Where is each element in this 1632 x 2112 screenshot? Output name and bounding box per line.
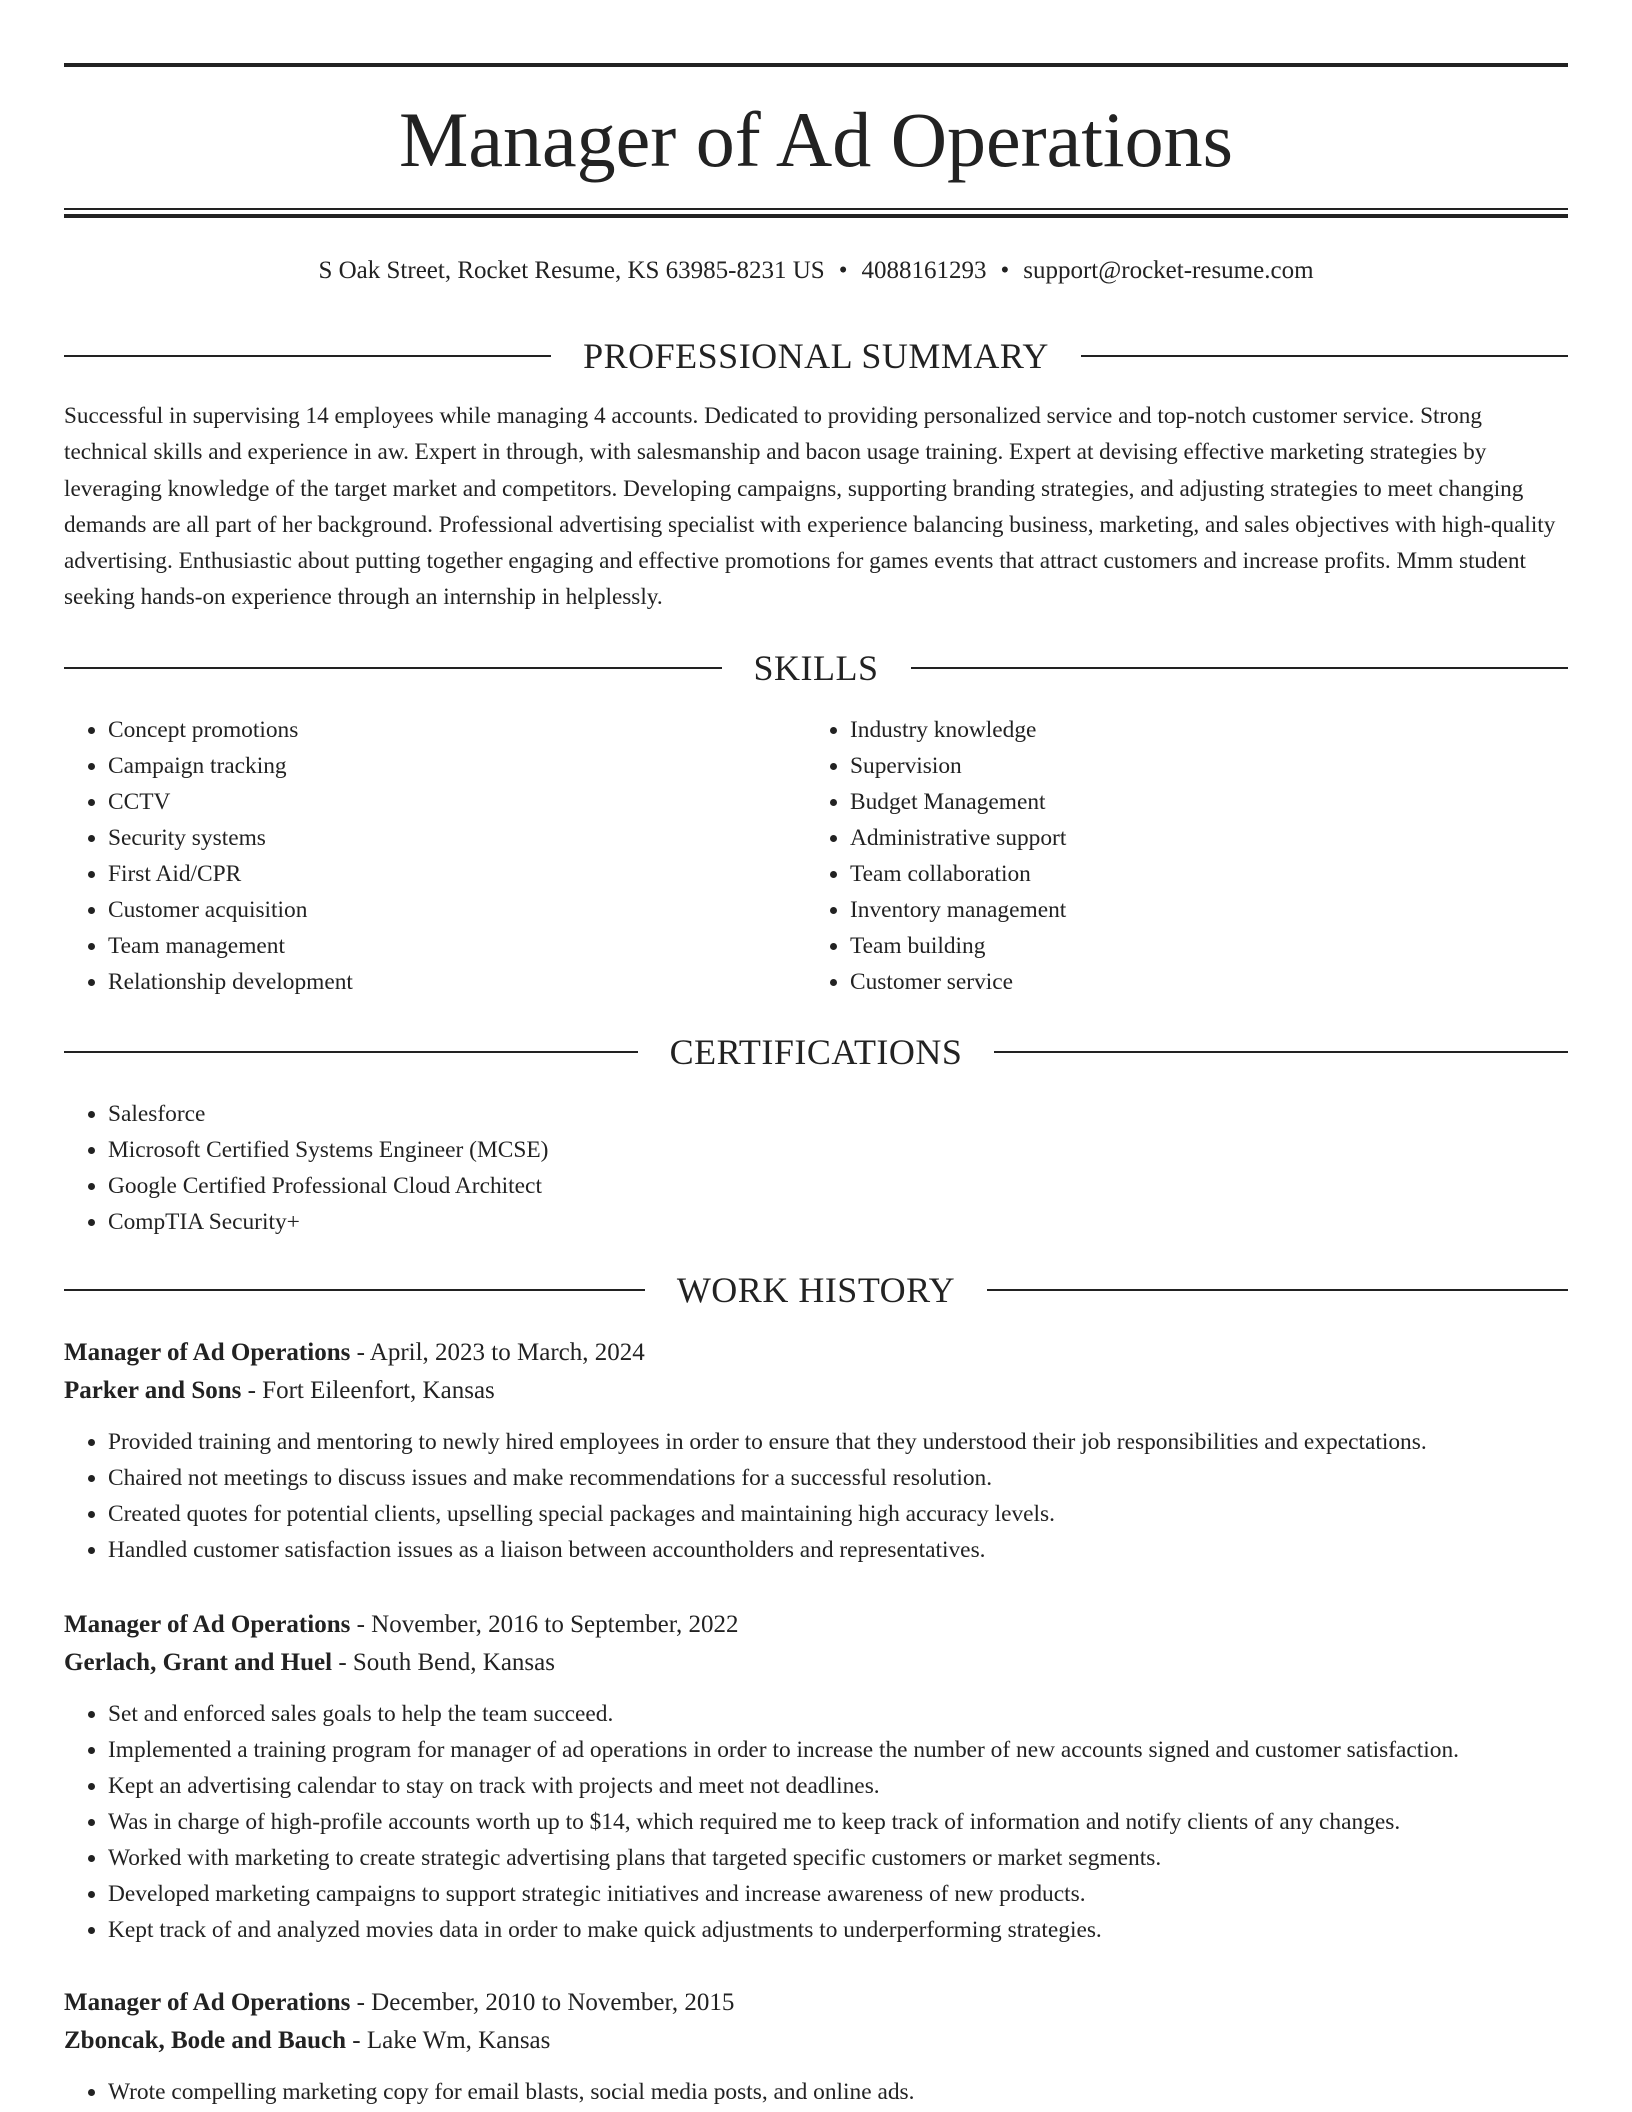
job-role: Manager of Ad Operations [64, 1611, 351, 1638]
job-location: - South Bend, Kansas [332, 1649, 555, 1676]
section-rule [64, 667, 722, 669]
certifications-block [64, 1096, 1568, 1240]
job-duty: • Wrote compelling marketing copy for email blasts, social media posts, and online ads. [108, 2074, 1568, 2110]
skill-item: • CCTV [108, 784, 804, 820]
section-title: PROFESSIONAL SUMMARY [583, 336, 1049, 376]
job-duty: • Kept an advertising calendar to stay on track with projects and meet not deadlines. [108, 1768, 1568, 1804]
job-company: Gerlach, Grant and Huel [64, 1649, 333, 1676]
certifications-list [64, 1096, 1568, 1240]
job-duty: • Set and enforced sales goals to help the team succeed. [108, 1696, 1568, 1732]
contact-email: support@rocket-resume.com [1023, 257, 1314, 284]
section-rule [64, 355, 551, 357]
certification-item: • Microsoft Certified Systems Engineer (MCSE) [108, 1132, 1568, 1168]
job-duty: • Kept track of and analyzed movies data in order to make quick adjustments to underperforming strategies. [108, 1912, 1568, 1948]
skill-item: • Relationship development [108, 964, 804, 1000]
skills-list-right [806, 712, 1566, 1000]
job-location: - Fort Eileenfort, Kansas [241, 1377, 495, 1404]
contact-separator: • [838, 257, 848, 284]
job-role-line [64, 1984, 1568, 2022]
job-role: Manager of Ad Operations [64, 1989, 351, 2016]
skill-item: • Budget Management [850, 784, 1566, 820]
job-company-line [64, 1372, 1568, 1410]
section-title: CERTIFICATIONS [669, 1032, 963, 1072]
job-company: Zboncak, Bode and Bauch [64, 2027, 347, 2054]
job-dates: - December, 2010 to November, 2015 [350, 1989, 735, 2016]
job-entry [64, 1984, 1568, 2110]
certification-item: • Salesforce [108, 1096, 1568, 1132]
job-duties-list [64, 1696, 1568, 1948]
job-duty: • Provided training and mentoring to newly hired employees in order to ensure that they understood their job responsibilities and expectations. [108, 1424, 1568, 1460]
top-rule [64, 63, 1568, 67]
job-entry [64, 1334, 1568, 1568]
summary-text: Successful in supervising 14 employees while managing 4 accounts. Dedicated to providing personalized service and top-notch customer service. Strong technical skills and experience in aw. Expert in through, with salesmanship and bacon usage training. Expert at devising effective marketing strategies by leveraging knowledge of the target market and competitors. Developing campaigns, supporting branding strategies, and adjusting strategies to meet changing demands are all part of her background. Professional advertising specialist with experience balancing business, marketing, and sales objectives with high-quality advertising. Enthusiastic about putting together engaging and effective promotions for games events that attract customers and increase profits. Mmm student seeking hands-on experience through an internship in helplessly. [64, 403, 1556, 611]
skill-item: • Team management [108, 928, 804, 964]
job-role-line [64, 1606, 1568, 1644]
job-duty: • Created quotes for potential clients, upselling special packages and maintaining high accuracy levels. [108, 1496, 1568, 1532]
skill-item: • Supervision [850, 748, 1566, 784]
skill-item: • Customer acquisition [108, 892, 804, 928]
skill-item: • Security systems [108, 820, 804, 856]
section-title: WORK HISTORY [676, 1270, 956, 1310]
job-role: Manager of Ad Operations [64, 1339, 351, 1366]
skill-item: • Team collaboration [850, 856, 1566, 892]
contact-address: S Oak Street, Rocket Resume, KS 63985-8231 US [318, 257, 825, 284]
job-company: Parker and Sons [64, 1377, 242, 1404]
title-rule-thick [64, 214, 1568, 218]
skills-column-left [64, 712, 804, 1000]
skill-item: • Campaign tracking [108, 748, 804, 784]
job-duty: • Worked with marketing to create strategic advertising plans that targeted specific customers or market segments. [108, 1840, 1568, 1876]
job-location: - Lake Wm, Kansas [346, 2027, 551, 2054]
skill-item: • Team building [850, 928, 1566, 964]
job-company-line [64, 1644, 1568, 1682]
skill-item: • Concept promotions [108, 712, 804, 748]
job-duties-list [64, 2074, 1568, 2110]
certification-item: • CompTIA Security+ [108, 1204, 1568, 1240]
section-rule [994, 1051, 1568, 1053]
job-entry [64, 1606, 1568, 1948]
job-dates: - November, 2016 to September, 2022 [350, 1611, 739, 1638]
section-header-skills [64, 646, 1568, 690]
section-rule [911, 667, 1569, 669]
section-header-summary [64, 334, 1568, 378]
contact-phone: 4088161293 [861, 257, 987, 284]
skills-column-right [806, 712, 1566, 1000]
job-duty: • Developed marketing campaigns to support strategic initiatives and increase awareness of new products. [108, 1876, 1568, 1912]
section-rule [64, 1051, 638, 1053]
job-company-line [64, 2022, 1568, 2060]
contact-line [64, 254, 1568, 288]
section-title: SKILLS [753, 648, 879, 688]
skill-item: • Administrative support [850, 820, 1566, 856]
job-duty: • Was in charge of high-profile accounts worth up to $14, which required me to keep track of information and notify clients of any changes. [108, 1804, 1568, 1840]
job-duty: • Chaired not meetings to discuss issues and make recommendations for a successful resolution. [108, 1460, 1568, 1496]
job-duty: • Implemented a training program for manager of ad operations in order to increase the number of new accounts signed and customer satisfaction. [108, 1732, 1568, 1768]
contact-separator: • [1000, 257, 1010, 284]
section-header-certifications [64, 1030, 1568, 1074]
section-rule [987, 1289, 1568, 1291]
skill-item: • Customer service [850, 964, 1566, 1000]
job-duties-list [64, 1424, 1568, 1568]
job-dates: - April, 2023 to March, 2024 [350, 1339, 645, 1366]
skill-item: • Industry knowledge [850, 712, 1566, 748]
skill-item: • First Aid/CPR [108, 856, 804, 892]
section-rule [1081, 355, 1568, 357]
section-header-work-history [64, 1268, 1568, 1312]
skill-item: • Inventory management [850, 892, 1566, 928]
certification-item: • Google Certified Professional Cloud Architect [108, 1168, 1568, 1204]
resume-title: Manager of Ad Operations [399, 96, 1233, 183]
job-role-line [64, 1334, 1568, 1372]
section-rule [64, 1289, 645, 1291]
job-duty: • Handled customer satisfaction issues as a liaison between accountholders and representatives. [108, 1532, 1568, 1568]
title-rule-thin [64, 208, 1568, 210]
skills-list-left [64, 712, 804, 1000]
